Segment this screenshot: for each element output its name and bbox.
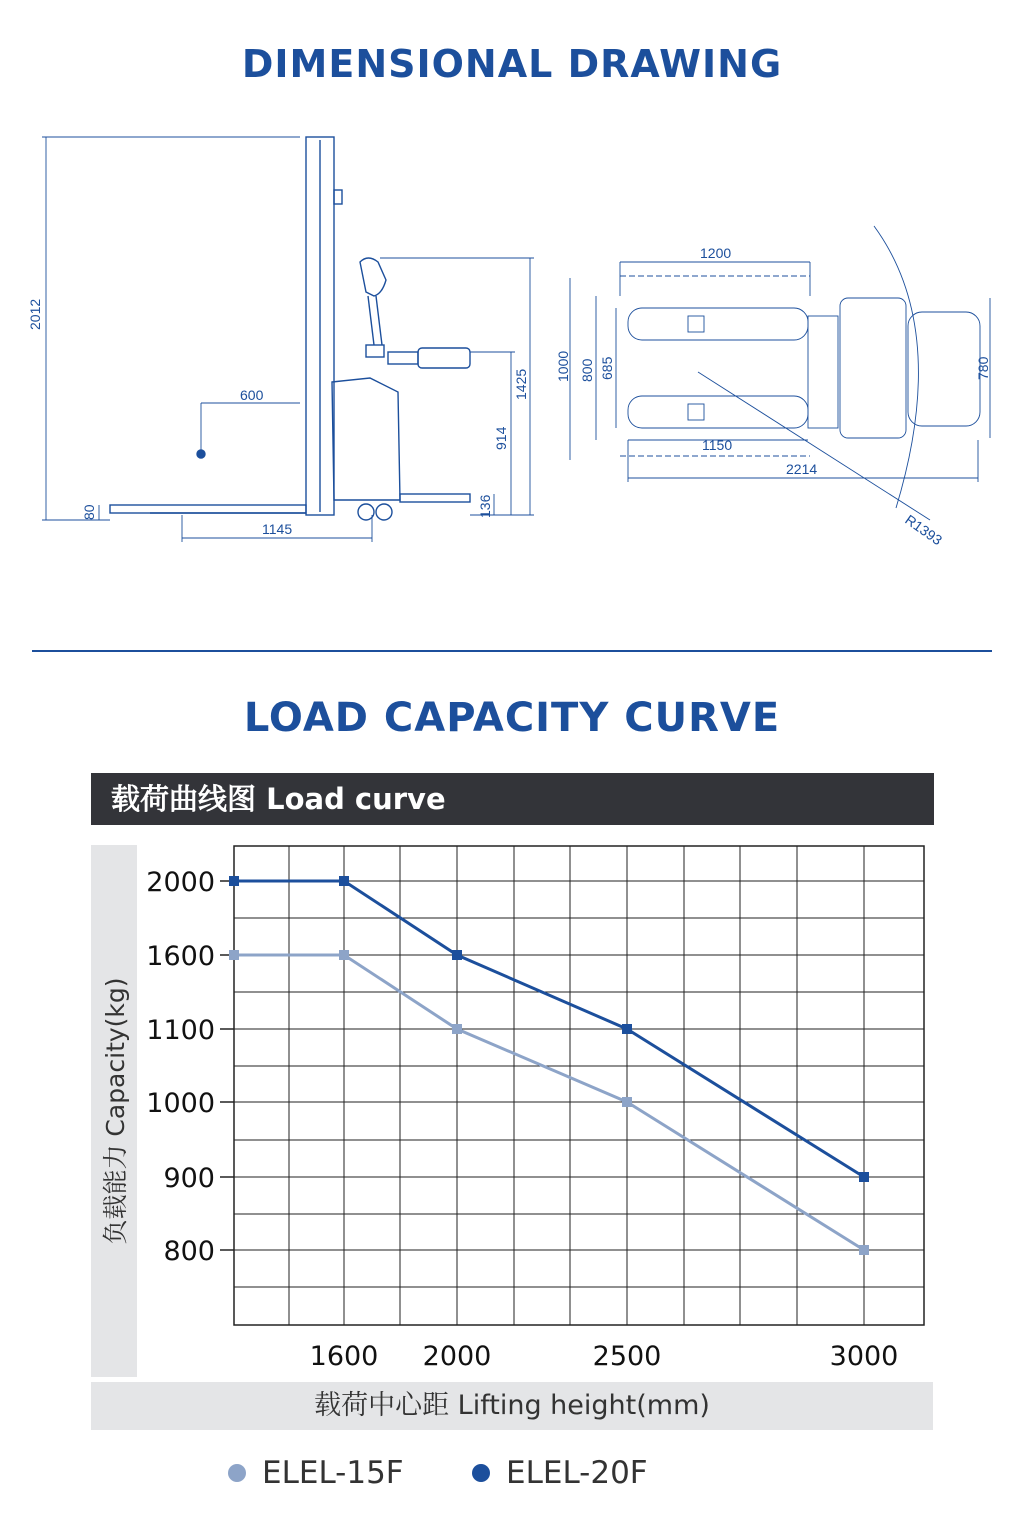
y-tick-label: 800 xyxy=(163,1236,215,1267)
data-point xyxy=(859,1245,869,1255)
y-tick-label: 2000 xyxy=(146,867,215,898)
legend-marker xyxy=(228,1464,246,1482)
dim-label: 80 xyxy=(81,504,97,520)
data-point xyxy=(229,876,239,886)
dim-label: 1000 xyxy=(555,350,571,382)
data-point xyxy=(452,1024,462,1034)
chart-ticks xyxy=(146,867,898,1372)
dim-label: 685 xyxy=(599,356,615,380)
section-title-dimensional: DIMENSIONAL DRAWING xyxy=(241,42,783,86)
legend-item xyxy=(472,1455,648,1491)
x-axis-label: 载荷中心距 Lifting height(mm) xyxy=(91,1382,933,1430)
dim-label: 1200 xyxy=(700,245,732,261)
dim-label: 600 xyxy=(240,387,264,403)
section-title-load: LOAD CAPACITY CURVE xyxy=(243,695,781,741)
dim-label: 914 xyxy=(493,426,509,450)
x-tick-label: 1600 xyxy=(309,1341,379,1372)
legend-label: ELEL-20F xyxy=(506,1455,648,1491)
legend-item xyxy=(228,1455,404,1491)
y-axis-label: 负载能力 Capacity(kg) xyxy=(101,977,130,1245)
data-point xyxy=(622,1024,632,1034)
data-point xyxy=(622,1097,632,1107)
chart-grid xyxy=(234,846,924,1325)
dimensional-drawing xyxy=(0,120,1024,580)
legend-label: ELEL-15F xyxy=(262,1455,404,1491)
data-point xyxy=(859,1172,869,1182)
dim-label: 2214 xyxy=(786,461,818,477)
truck-body xyxy=(332,378,400,500)
load-curve-chart xyxy=(0,830,1024,1380)
data-point xyxy=(339,876,349,886)
dim-label: 800 xyxy=(579,358,595,382)
y-tick-label: 1100 xyxy=(146,1015,215,1046)
dim-label: 136 xyxy=(477,494,493,518)
dim-label: 1150 xyxy=(702,437,733,453)
data-point xyxy=(452,950,462,960)
data-point xyxy=(339,950,349,960)
dim-label: 2012 xyxy=(27,298,43,330)
dim-label: 1145 xyxy=(262,521,293,537)
legend-marker xyxy=(472,1464,490,1482)
dim-label: 1425 xyxy=(513,368,529,400)
chart-legend xyxy=(0,1455,1024,1499)
x-tick-label: 3000 xyxy=(829,1341,899,1372)
x-tick-label: 2000 xyxy=(422,1341,492,1372)
chart-title: 载荷曲线图 Load curve xyxy=(91,773,934,825)
dim-label: 780 xyxy=(975,356,991,380)
dim-label: R1393 xyxy=(902,511,946,549)
y-tick-label: 1600 xyxy=(146,941,215,972)
x-tick-label: 2500 xyxy=(592,1341,662,1372)
y-tick-label: 1000 xyxy=(146,1088,215,1119)
data-point xyxy=(229,950,239,960)
section-divider xyxy=(32,650,992,652)
y-tick-label: 900 xyxy=(163,1163,215,1194)
